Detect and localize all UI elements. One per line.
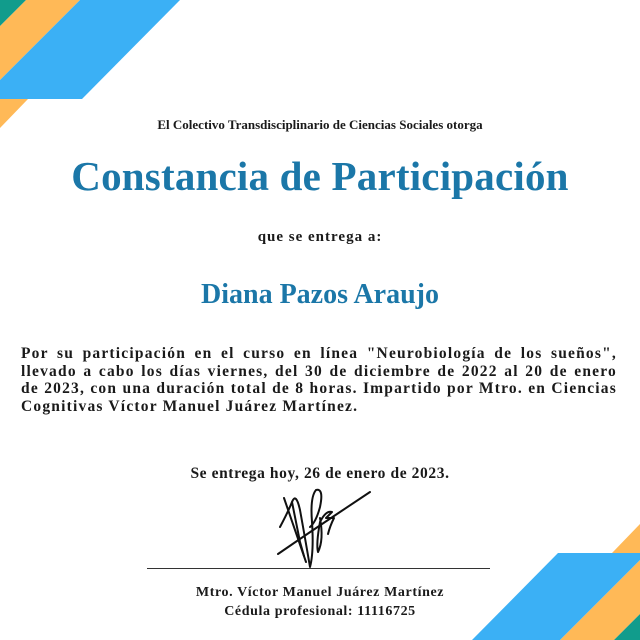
signer-block — [0, 583, 640, 621]
certificate-title: Constancia de Participación — [71, 153, 569, 199]
issued-date: Se entrega hoy, 26 de enero de 2023. — [190, 465, 450, 482]
certificate-body: Por su participación en el curso en línea "Neurobiología de los sueños", llevado a cabo los días viernes, del 30 de diciembre de 2022 al 20 de enero de 2023, con una duración total de 8 horas. Impartido por Mtro. en Ciencias Cognitivas Víctor Manuel Juárez Martínez. — [21, 345, 617, 415]
signature-icon — [270, 482, 380, 572]
presented-to-label: que se entrega a: — [257, 229, 383, 245]
bottom-right-orange-upper-stripe — [612, 524, 640, 553]
signature-line — [147, 568, 490, 569]
issuer-line: El Colectivo Transdisciplinario de Ciencias Sociales otorga — [157, 117, 483, 132]
signer-name: Mtro. Víctor Manuel Juárez Martínez — [195, 585, 445, 600]
recipient-name: Diana Pazos Araujo — [201, 279, 439, 310]
signer-license: Cédula profesional: 11116725 — [224, 604, 416, 619]
